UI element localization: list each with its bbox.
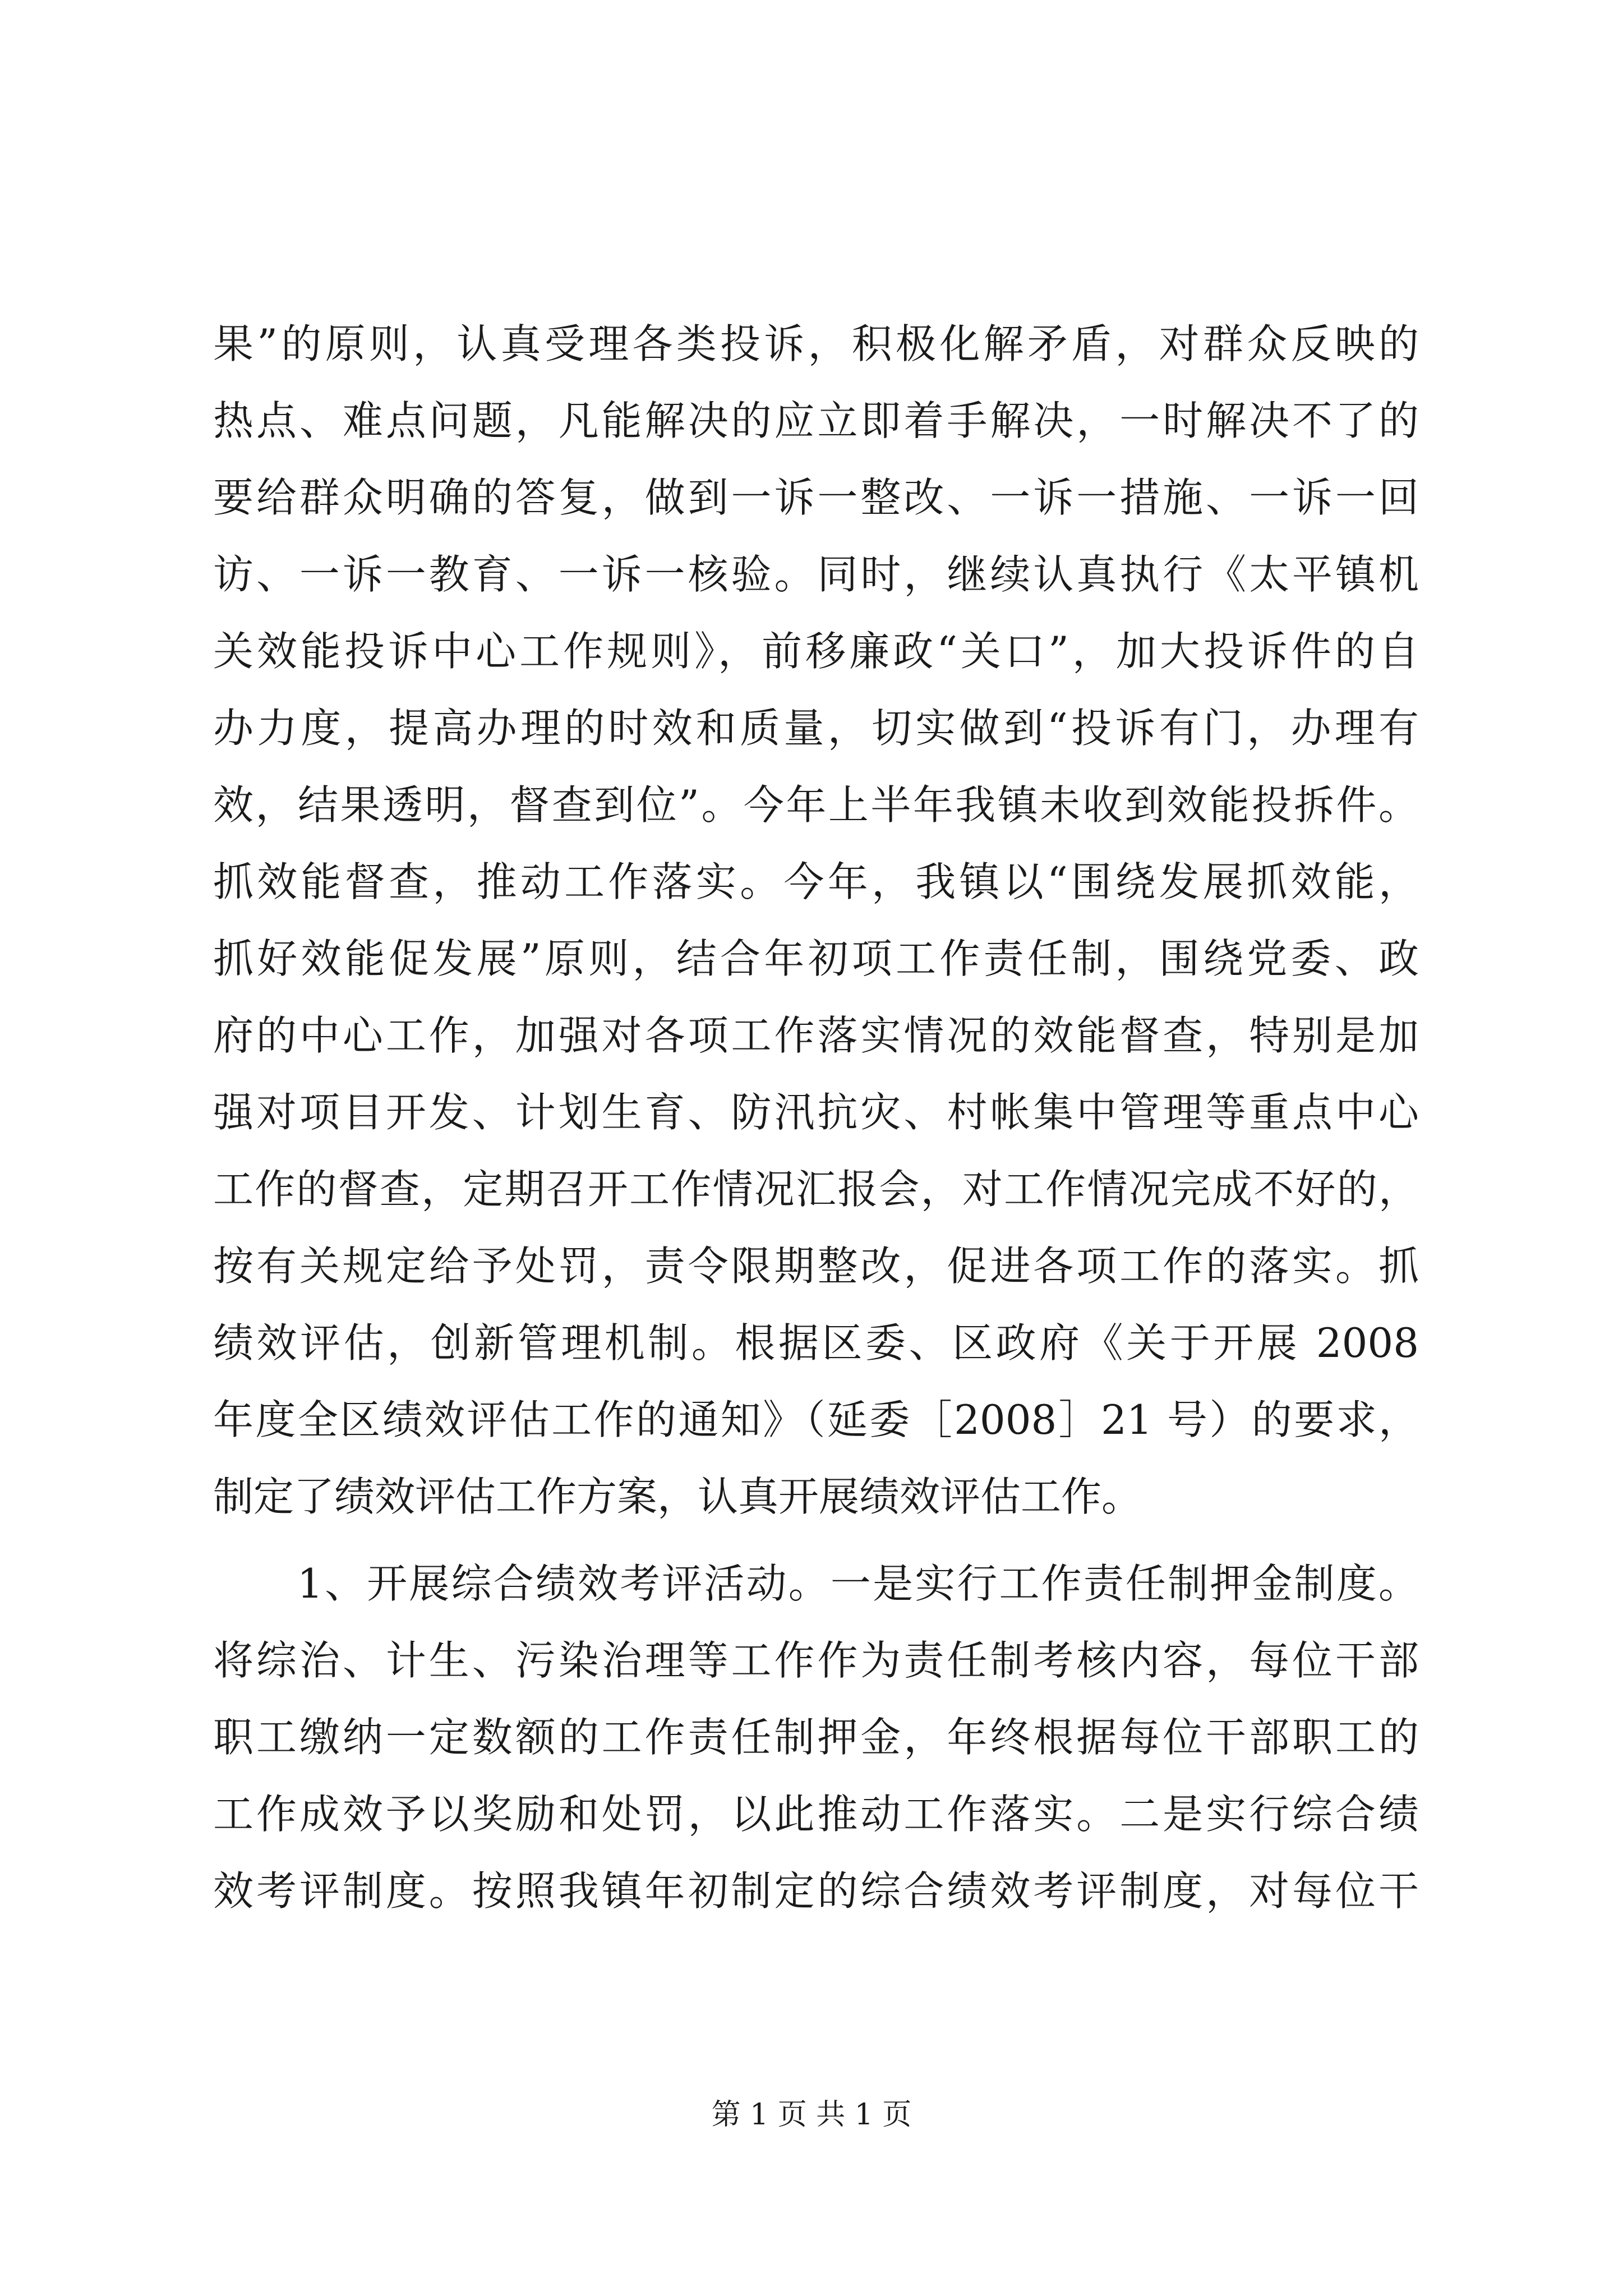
body-text bbox=[213, 306, 1419, 1930]
text-line: 工作成效予以奖励和处罚，以此推动工作落实。二是实行综合绩 bbox=[213, 1791, 1419, 1838]
text-line: 热点、难点问题，凡能解决的应立即着手解决，一时解决不了的 bbox=[213, 397, 1419, 444]
text-line: 办力度，提高办理的时效和质量，切实做到“投诉有门，办理有 bbox=[213, 705, 1419, 752]
text-line: 府的中心工作，加强对各项工作落实情况的效能督查，特别是加 bbox=[213, 1012, 1419, 1059]
text-line: 将综治、计生、污染治理等工作作为责任制考核内容，每位干部 bbox=[213, 1637, 1419, 1684]
text-line: 强对项目开发、计划生育、防汛抗灾、村帐集中管理等重点中心 bbox=[213, 1089, 1419, 1136]
text-line: 效，结果透明，督查到位”。今年上半年我镇未收到效能投拆件。 bbox=[213, 781, 1419, 829]
text-line: 关效能投诉中心工作规则》，前移廉政“关口”，加大投诉件的自 bbox=[213, 628, 1419, 675]
text-line: 果”的原则，认真受理各类投诉，积极化解矛盾，对群众反映的 bbox=[213, 320, 1419, 367]
text-line: 年度全区绩效评估工作的通知》（延委［2008］21 号）的要求， bbox=[213, 1396, 1419, 1443]
text-line: 绩效评估，创新管理机制。根据区委、区政府《关于开展 2008 bbox=[213, 1319, 1419, 1366]
page-number: 第 1 页 共 1 页 bbox=[711, 2098, 912, 2132]
text-line: 职工缴纳一定数额的工作责任制押金，年终根据每位干部职工的 bbox=[213, 1714, 1419, 1761]
text-line: 按有关规定给予处罚，责令限期整改，促进各项工作的落实。抓 bbox=[213, 1243, 1419, 1290]
text-line: 效考评制度。按照我镇年初制定的综合绩效考评制度，对每位干 bbox=[213, 1867, 1419, 1915]
text-line: 访、一诉一教育、一诉一核验。同时，继续认真执行《太平镇机 bbox=[213, 551, 1419, 598]
text-line: 1、开展综合绩效考评活动。一是实行工作责任制押金制度。 bbox=[297, 1560, 1419, 1607]
text-line: 制定了绩效评估工作方案，认真开展绩效评估工作。 bbox=[213, 1473, 1142, 1520]
paragraph-gap bbox=[213, 1535, 1419, 1545]
text-line: 抓好效能促发展”原则，结合年初项工作责任制，围绕党委、政 bbox=[213, 935, 1419, 982]
text-line: 要给群众明确的答复，做到一诉一整改、一诉一措施、一诉一回 bbox=[213, 474, 1419, 521]
text-line: 抓效能督查，推动工作落实。今年，我镇以“围绕发展抓效能， bbox=[213, 858, 1419, 905]
text-line: 工作的督查，定期召开工作情况汇报会，对工作情况完成不好的， bbox=[213, 1166, 1419, 1213]
page-footer bbox=[0, 2098, 1623, 2132]
